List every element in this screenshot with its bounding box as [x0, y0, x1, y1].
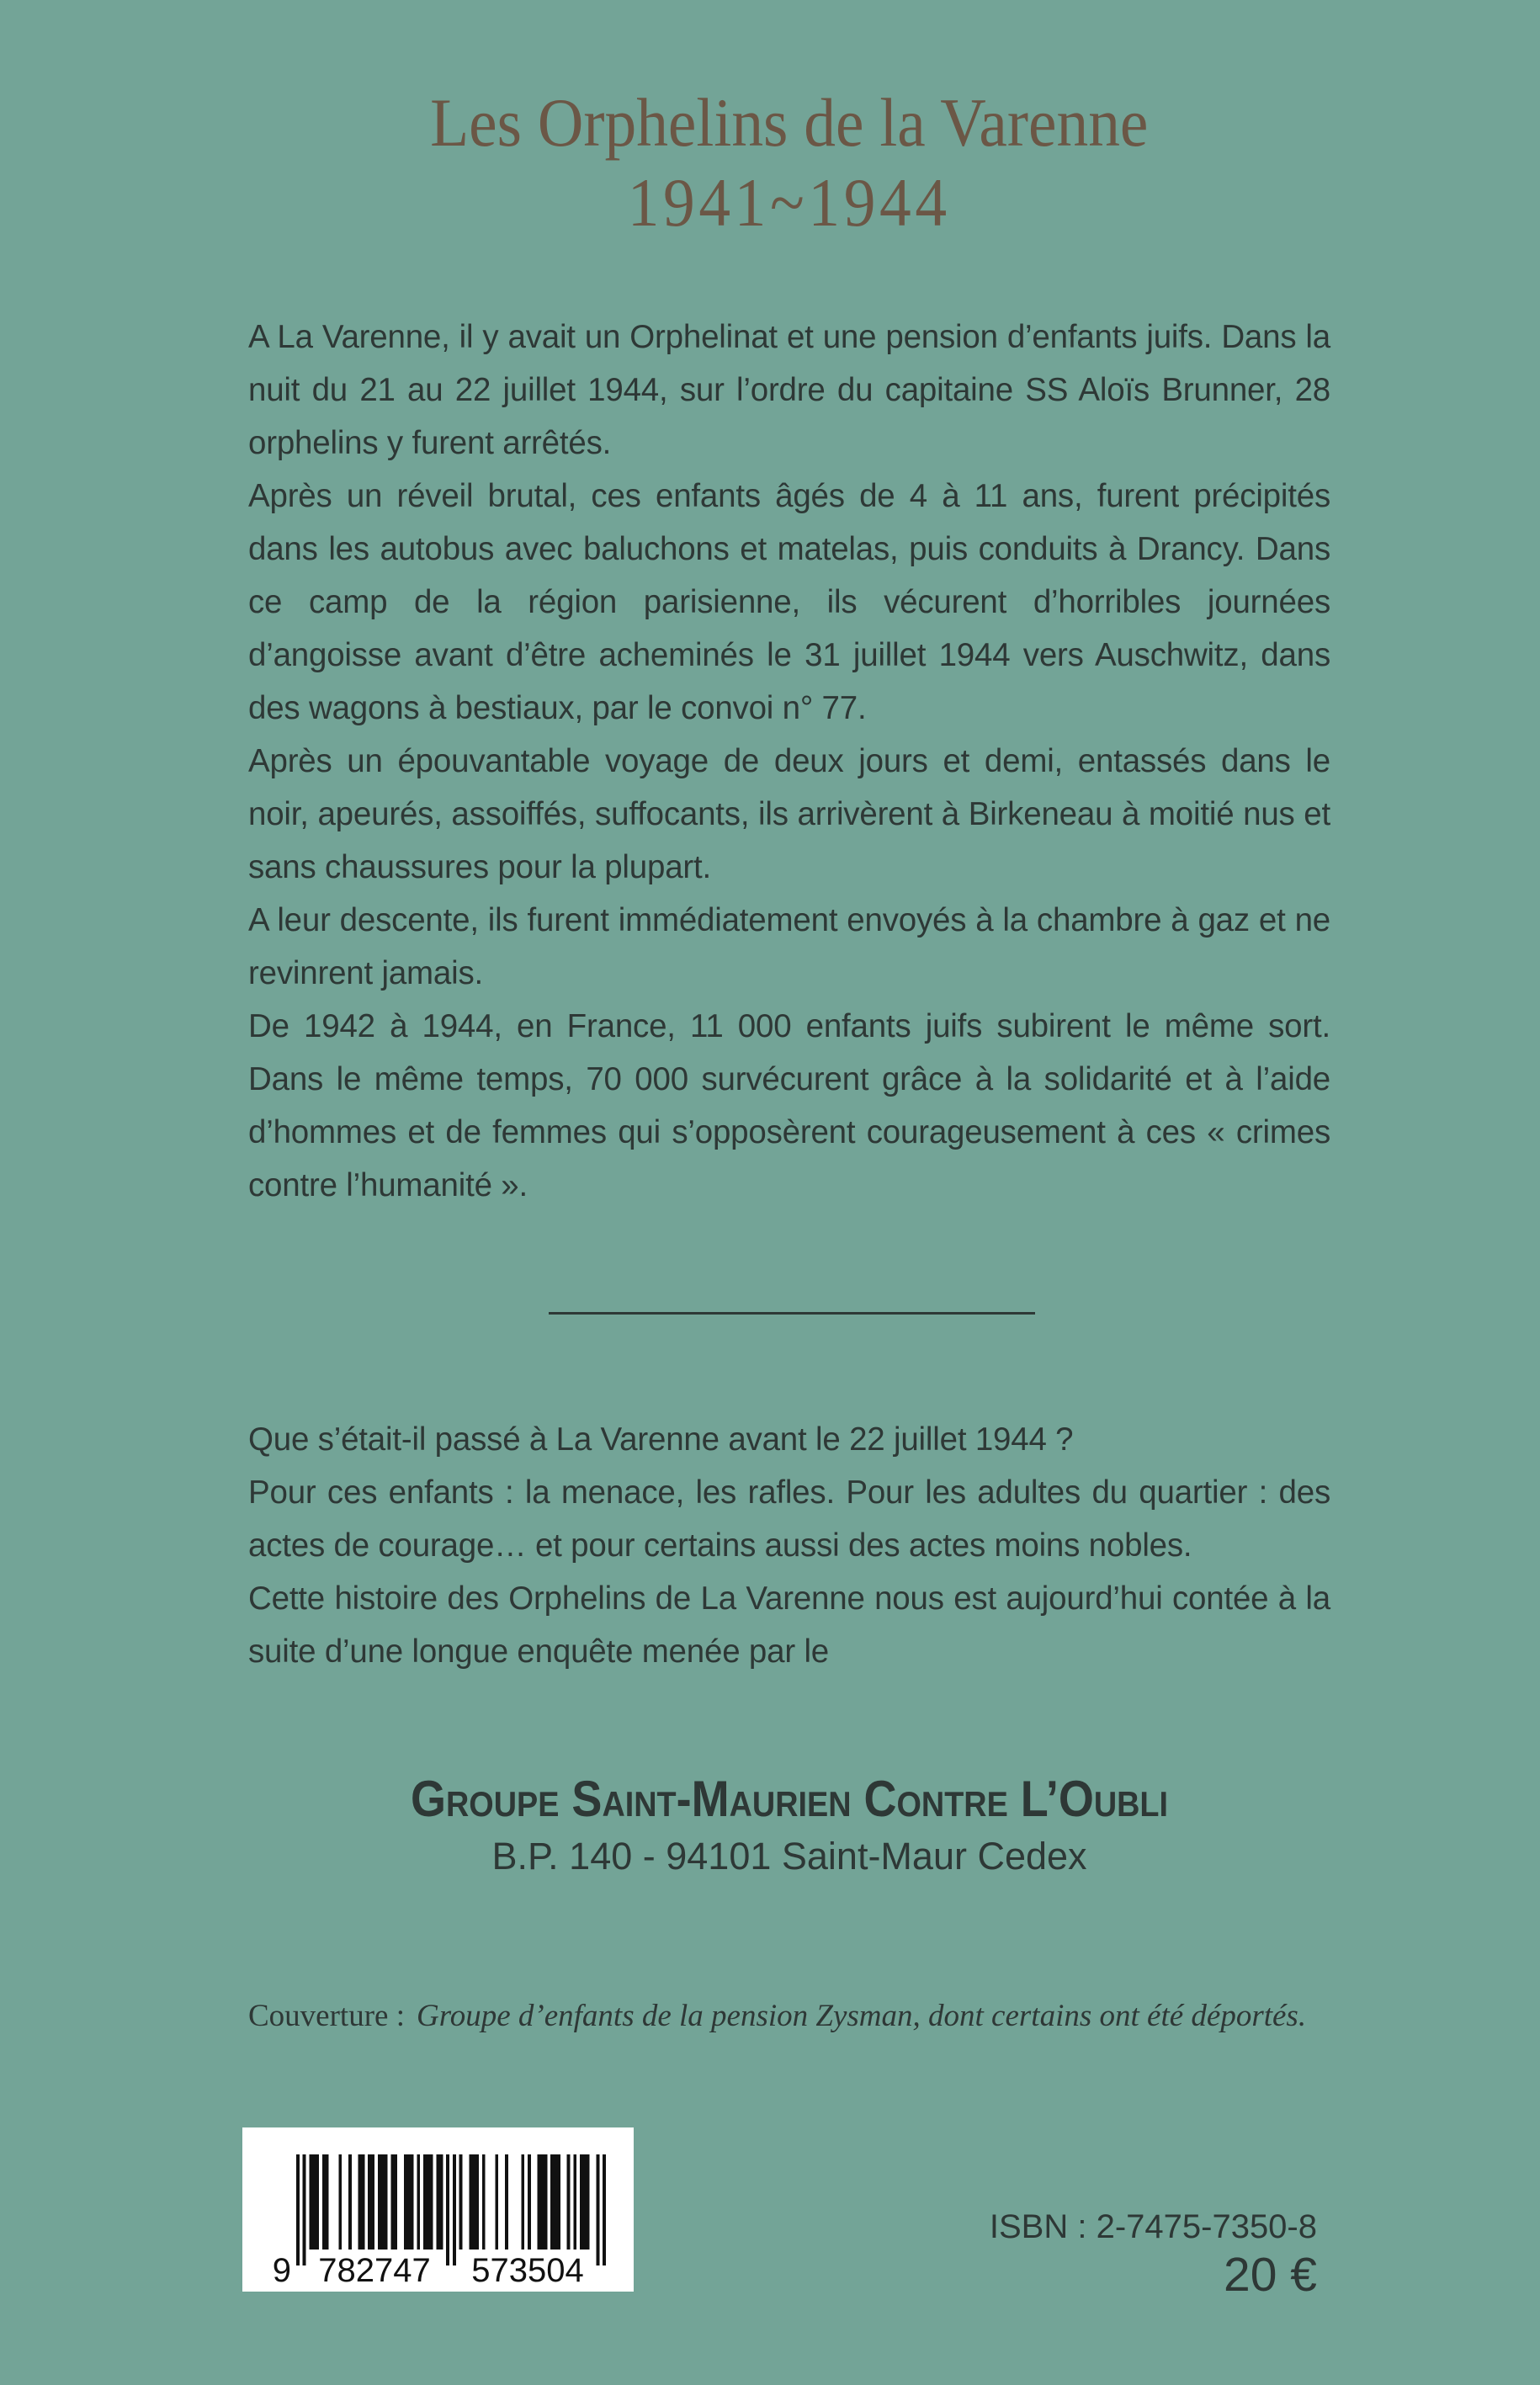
afterword-paragraph: Que s’était-il passé à La Varenne avant le 22 juillet 1944 ? [248, 1421, 1074, 1458]
afterword-paragraph: Cette histoire des Orphelins de La Varenne nous est aujourd’hui contée à la suite d’une longue enquête menée par le [248, 1580, 1330, 1670]
cover-credit [248, 1996, 1330, 2037]
synopsis-paragraph: A La Varenne, il y avait un Orphelinat et une pension d’enfants juifs. Dans la nuit du 21 au 22 juillet 1944, sur l’ordre du capitaine SS Aloïs Brunner, 28 orphelins y furent arrêtés. [248, 319, 1330, 461]
ean13-barcode [296, 2154, 606, 2265]
barcode-digits-right: 573504 [471, 2252, 584, 2289]
synopsis-paragraph: De 1942 à 1944, en France, 11 000 enfants juifs subirent le même sort. Dans le même temps, 70 000 survécurent grâce à la solidarité et à l’aide d’hommes et de femmes qui s’opposèrent courageusement à ces « crimes contre l’humanité ». [248, 1008, 1330, 1203]
book-title [248, 82, 1330, 242]
synopsis-paragraph: A leur descente, ils furent immédiatement envoyés à la chambre à gaz et ne revinrent jamais. [248, 902, 1330, 991]
cover-credit-label: Couverture : [248, 1999, 405, 2033]
title-line-2-text: 1941~1944 [628, 164, 951, 241]
isbn: ISBN : 2-7475-7350-8 [989, 2208, 1317, 2245]
synopsis-paragraph: Après un épouvantable voyage de deux jours et demi, entassés dans le noir, apeurés, assoiffés, suffocants, ils arrivèrent à Birkeneau à moitié nus et sans chaussures pour la plupart. [248, 743, 1330, 885]
barcode-digit-system: 9 [272, 2252, 291, 2289]
publisher-address: B.P. 140 - 94101 Saint-Maur Cedex [491, 1835, 1087, 1878]
afterword-paragraph: Pour ces enfants : la menace, les rafles. Pour les adultes du quartier : des actes de courage… et pour certains aussi des actes moins nobles. [248, 1474, 1330, 1564]
publisher-group-name [248, 1772, 1330, 1826]
title-line-2 [248, 162, 1330, 242]
cover-credit-text: Groupe d’enfants de la pension Zysman, dont certains ont été déportés. [416, 1999, 1307, 2033]
title-line-1-text: Les Orphelins de la Varenne [430, 84, 1149, 161]
barcode-digits-left: 782747 [318, 2252, 431, 2289]
afterword [248, 1413, 1330, 1678]
synopsis-paragraph: Après un réveil brutal, ces enfants âgés de 4 à 11 ans, furent précipités dans les autobus avec baluchons et matelas, puis conduits à Drancy. Dans ce camp de la région parisienne, ils vécurent d’horribles journées d’angoisse avant d’être acheminés le 31 juillet 1944 vers Auschwitz, dans des wagons à bestiaux, par le convoi n° 77. [248, 478, 1330, 726]
barcode-panel [242, 2127, 634, 2292]
price: 20 € [1224, 2248, 1317, 2302]
section-divider [549, 1312, 1035, 1315]
publisher-group-name-text: Groupe Saint-Maurien Contre L’Oubli [410, 1771, 1168, 1827]
synopsis [248, 311, 1330, 1212]
title-line-1 [248, 82, 1330, 162]
